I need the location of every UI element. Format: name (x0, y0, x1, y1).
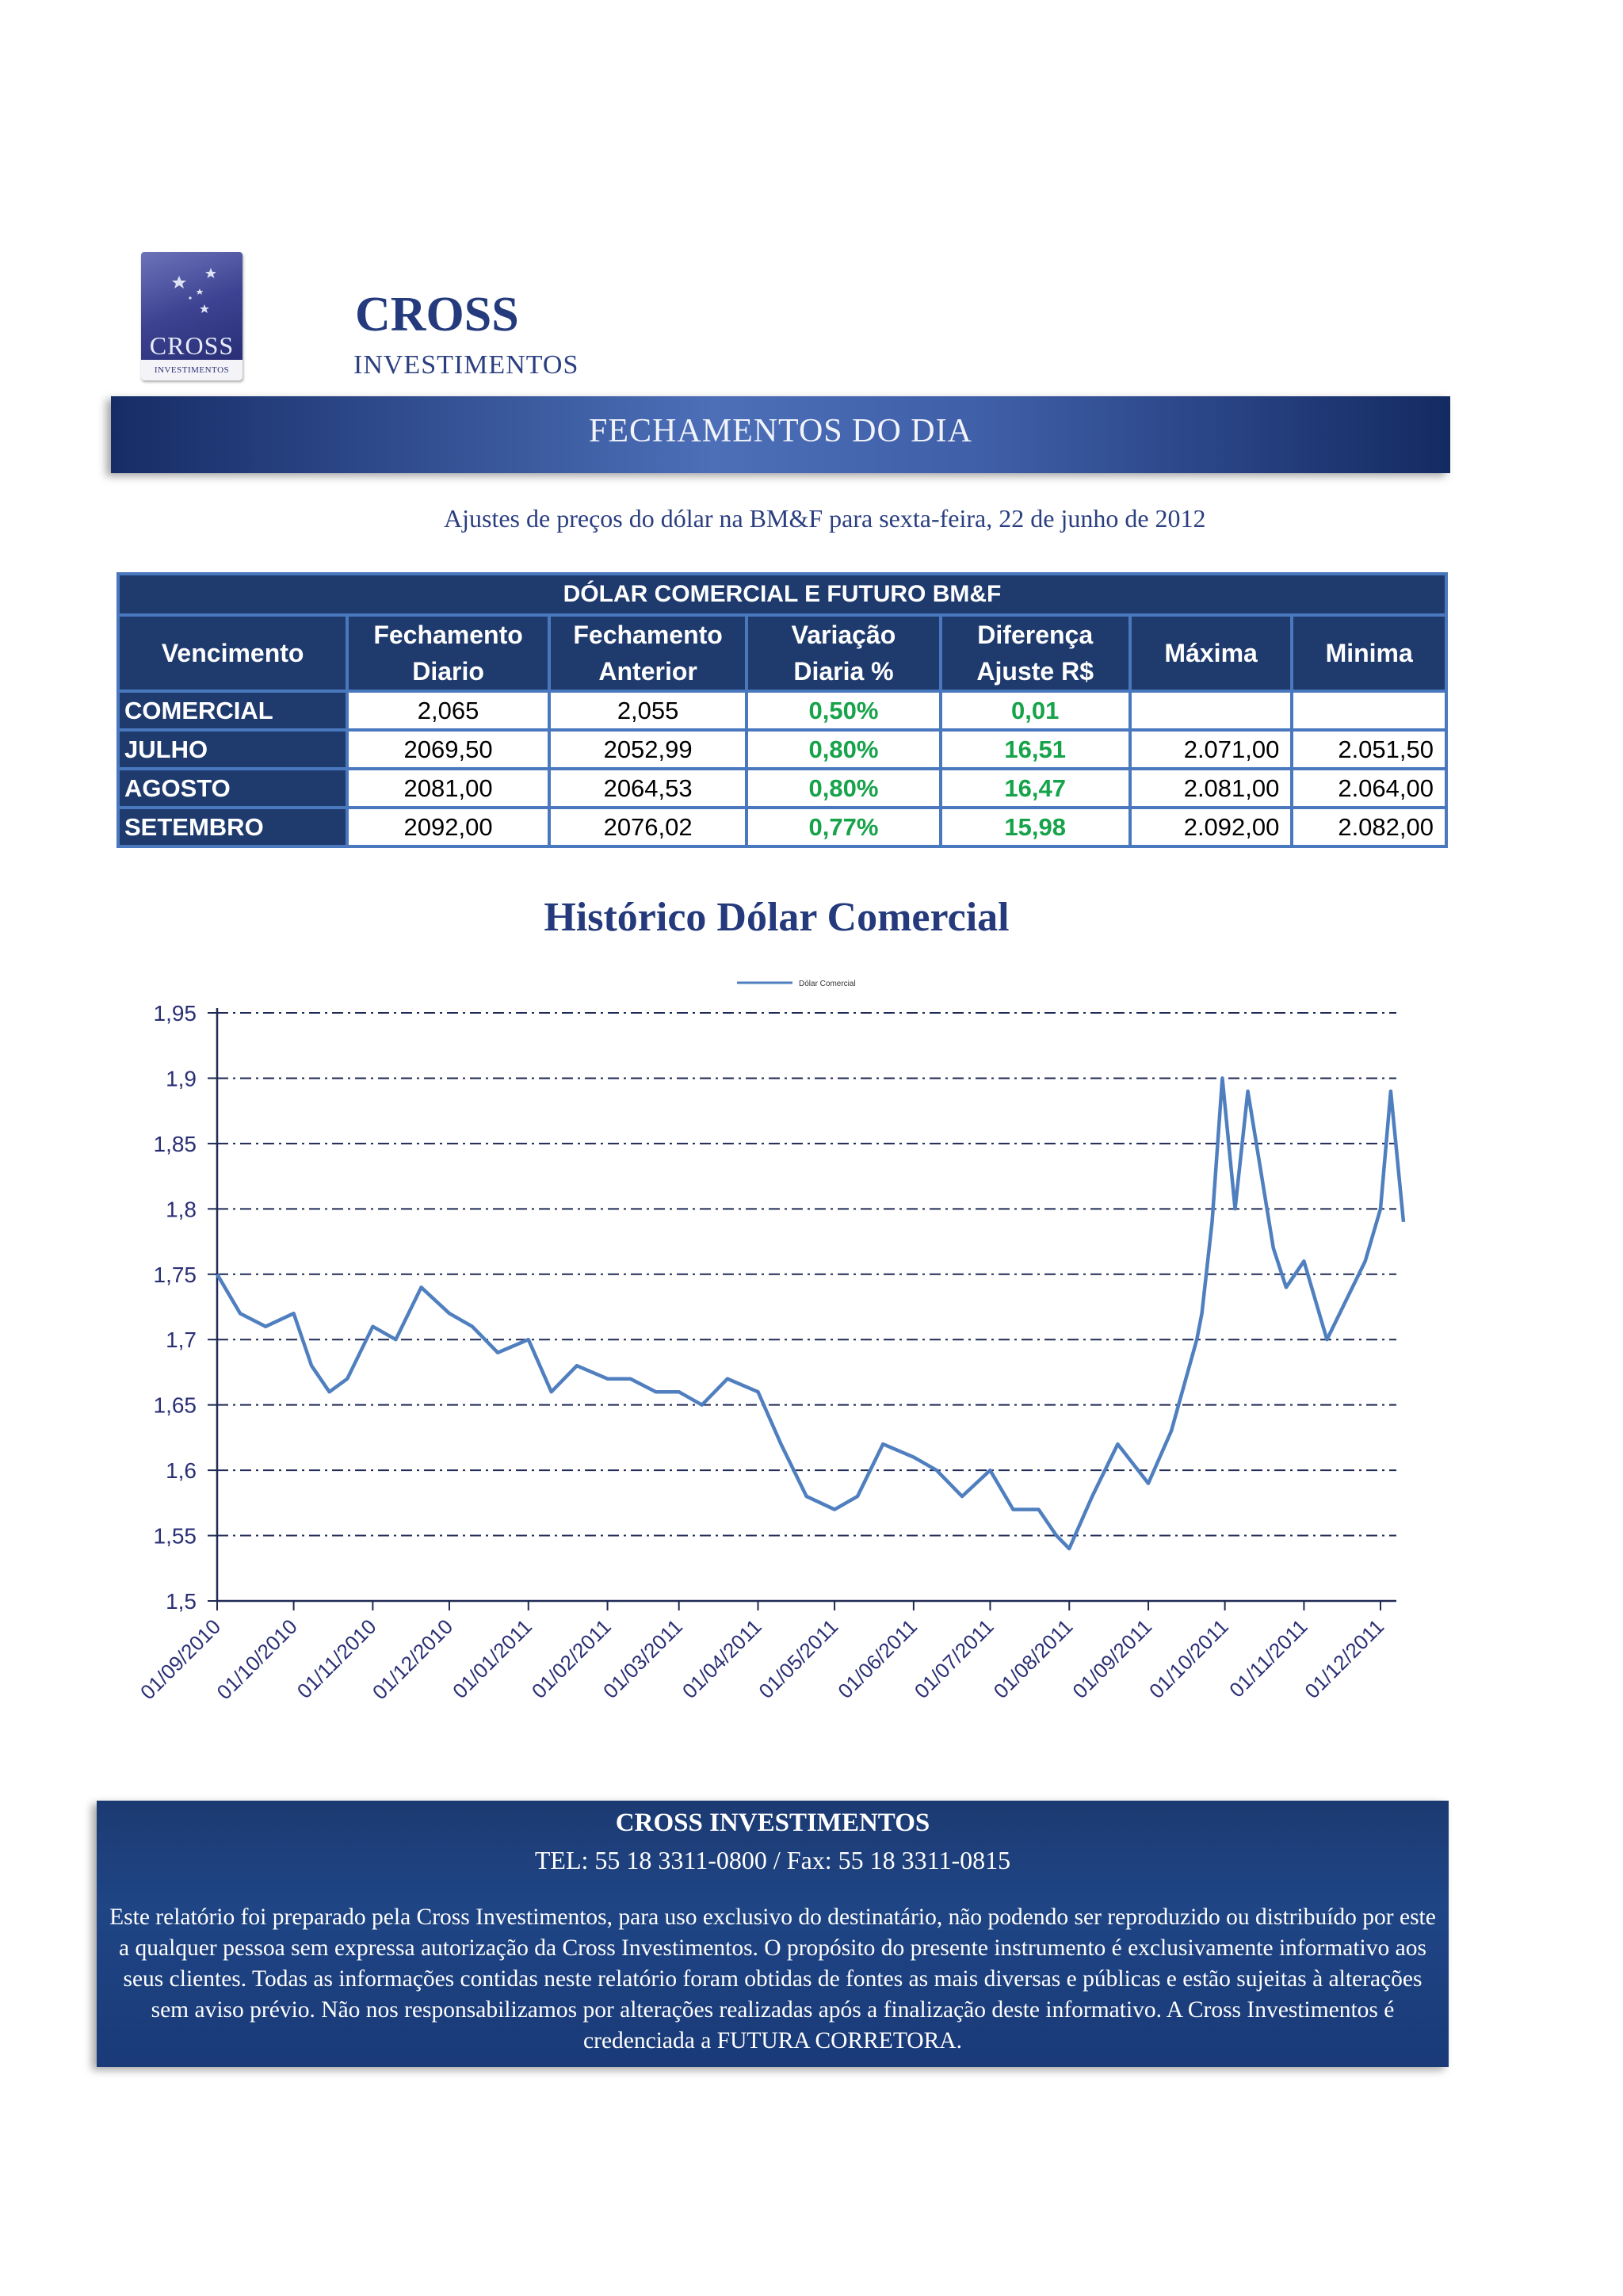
header-maxima: Máxima (1130, 615, 1293, 691)
y-tick-label: 1,65 (153, 1392, 197, 1418)
cell-minima: 2.082,00 (1292, 808, 1446, 846)
cell-maxima: 2.071,00 (1130, 730, 1293, 769)
report-subtitle: Ajustes de preços do dólar na BM&F para sexta-feira, 22 de junho de 2012 (444, 504, 1206, 533)
x-tick-label: 01/06/2011 (833, 1614, 922, 1703)
series-line (217, 1078, 1403, 1549)
row-label: AGOSTO (118, 769, 347, 808)
cell-variacao: 0,80% (747, 730, 940, 769)
header-line: Diaria % (793, 657, 894, 686)
x-tick-label: 01/11/2011 (1224, 1614, 1312, 1702)
brand-title: CROSS (355, 288, 519, 342)
x-tick-label: 01/09/2010 (136, 1614, 226, 1705)
y-tick-label: 1,8 (166, 1197, 197, 1222)
y-tick-label: 1,9 (166, 1066, 197, 1091)
cell-minima: 2.051,50 (1292, 730, 1446, 769)
cell-anterior: 2052,99 (549, 730, 747, 769)
cell-anterior: 2064,53 (549, 769, 747, 808)
header-line: Fechamento (573, 621, 723, 649)
brand-subtitle: INVESTIMENTOS (353, 350, 579, 380)
cell-diario: 2081,00 (347, 769, 549, 808)
cell-diferenca: 0,01 (941, 691, 1130, 730)
x-tick-label: 01/05/2011 (754, 1614, 843, 1703)
header-line: Variação (791, 621, 896, 649)
cell-anterior: 2076,02 (549, 808, 747, 846)
header-line: Diario (412, 657, 484, 686)
y-tick-label: 1,95 (153, 1001, 197, 1026)
x-tick-label: 01/08/2011 (988, 1614, 1078, 1703)
x-tick-label: 01/03/2011 (598, 1614, 687, 1703)
header-line: Fechamento (373, 621, 523, 649)
legend-label: Dólar Comercial (799, 980, 856, 988)
chart-title: Histórico Dólar Comercial (544, 895, 1010, 940)
banner-title: FECHAMENTOS DO DIA (589, 413, 972, 449)
x-tick-label: 01/12/2010 (367, 1614, 458, 1705)
cell-variacao: 0,80% (747, 769, 940, 808)
x-tick-label: 01/10/2011 (1144, 1614, 1233, 1703)
x-tick-label: 01/09/2011 (1067, 1614, 1157, 1703)
x-tick-label: 01/02/2011 (526, 1614, 616, 1703)
cell-diferenca: 15,98 (941, 808, 1130, 846)
x-tick-label: 01/10/2010 (212, 1614, 302, 1705)
header-line: Diferença (977, 621, 1094, 649)
cell-maxima: 2.092,00 (1130, 808, 1293, 846)
y-tick-label: 1,7 (166, 1328, 197, 1353)
footer (97, 1801, 1449, 2067)
cell-maxima: 2.081,00 (1130, 769, 1293, 808)
header-line: Ajuste R$ (976, 657, 1094, 686)
header-minima: Minima (1292, 615, 1446, 691)
cell-diario: 2092,00 (347, 808, 549, 846)
x-tick-label: 01/04/2011 (677, 1614, 766, 1703)
footer-company: CROSS INVESTIMENTOS (615, 1809, 930, 1837)
cell-variacao: 0,50% (747, 691, 940, 730)
table-title: DÓLAR COMERCIAL E FUTURO BM&F (118, 574, 1446, 615)
row-label: JULHO (118, 730, 347, 769)
y-tick-label: 1,6 (166, 1458, 197, 1484)
x-tick-label: 01/12/2011 (1300, 1614, 1389, 1703)
cell-diferenca: 16,51 (941, 730, 1130, 769)
row-label: COMERCIAL (118, 691, 347, 730)
logo-sub: INVESTIMENTOS (141, 360, 242, 380)
header-line: Anterior (598, 657, 697, 686)
footer-disclaimer: Este relatório foi preparado pela Cross Investimentos, para uso exclusivo do destinatário, não podendo ser reproduzido ou distribuído por este a qualquer pessoa sem expressa autorização da Cross Investimentos. O propósito do presente instrumento é exclusivamente informativo aos seus clientes. Todas as informações contidas neste relatório foram obtidas de fontes as mais diversas e públicas e estão sujeitas à alterações sem aviso prévio. Não nos responsabilizamos por alterações realizadas após a finalização deste informativo. A Cross Investimentos é credenciada a FUTURA CORRETORA. (109, 1904, 1436, 2053)
cell-diferenca: 16,47 (941, 769, 1130, 808)
x-tick-label: 01/01/2011 (448, 1614, 537, 1703)
footer-contact: TEL: 55 18 3311-0800 / Fax: 55 18 3311-0815 (534, 1846, 1011, 1874)
logo-word: CROSS (149, 331, 235, 360)
header-vencimento: Vencimento (118, 615, 347, 691)
cell-anterior: 2,055 (549, 691, 747, 730)
x-tick-label: 01/11/2010 (292, 1614, 381, 1703)
cell-minima: 2.064,00 (1292, 769, 1446, 808)
cell-variacao: 0,77% (747, 808, 940, 846)
cell-diario: 2,065 (347, 691, 549, 730)
y-tick-label: 1,55 (153, 1523, 197, 1549)
y-tick-label: 1,85 (153, 1131, 197, 1156)
row-label: SETEMBRO (118, 808, 347, 846)
y-tick-label: 1,5 (166, 1589, 197, 1614)
cell-diario: 2069,50 (347, 730, 549, 769)
x-tick-label: 01/07/2011 (909, 1614, 999, 1703)
y-tick-label: 1,75 (153, 1262, 197, 1287)
